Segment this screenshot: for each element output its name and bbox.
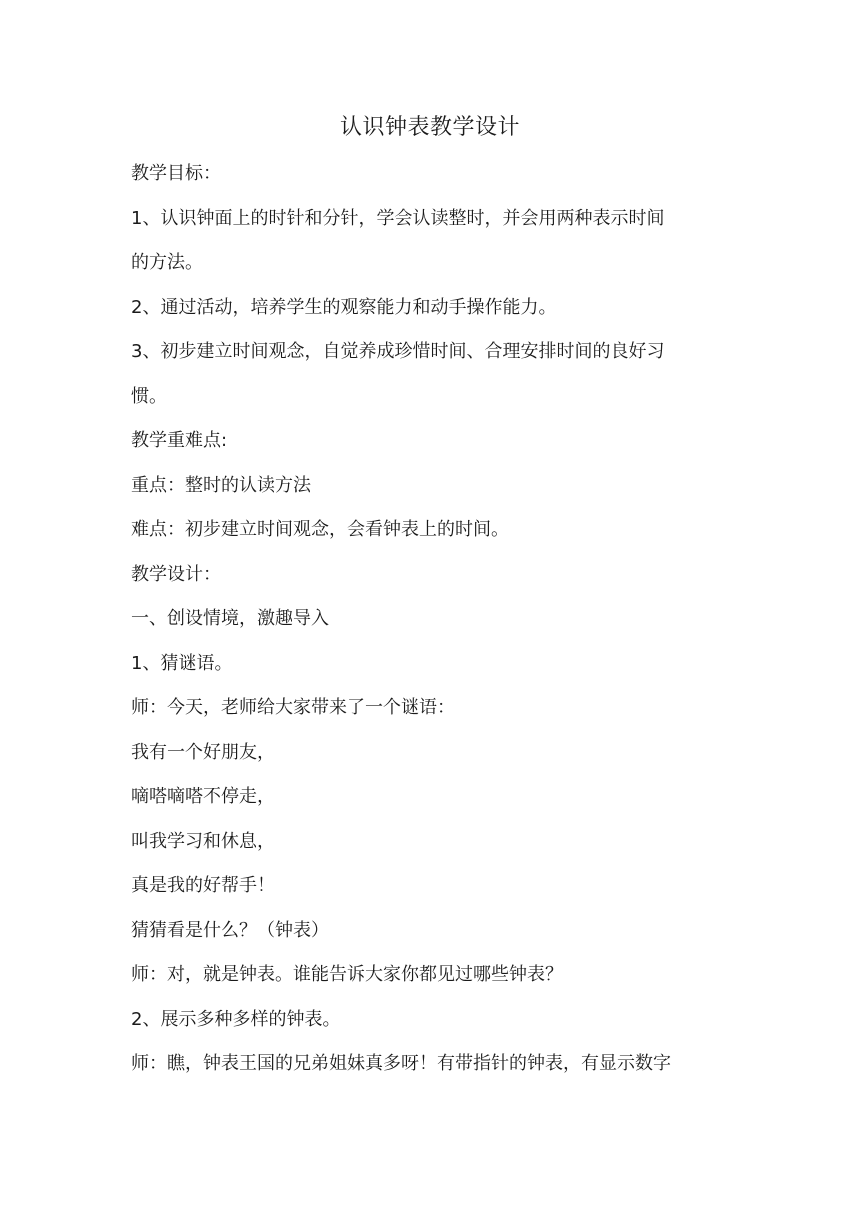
text-line: 教学目标：: [131, 163, 221, 184]
text-line: 的方法。: [131, 252, 203, 273]
text-line: 2、通过活动，培养学生的观察能力和动手操作能力。: [131, 296, 557, 318]
document-title: 认识钟表教学设计: [339, 115, 520, 140]
text-line: 叫我学习和休息，: [131, 830, 275, 852]
text-line: 教学设计：: [131, 563, 221, 585]
text-line: 真是我的好帮手！: [131, 875, 275, 896]
text-line: 师：对，就是钟表。谁能告诉大家你都见过哪些钟表？: [131, 964, 563, 985]
text-line: 猜猜看是什么？（钟表）: [131, 919, 329, 941]
text-line: 2、展示多种多样的钟表。: [131, 1008, 341, 1030]
text-line: 一、创设情境，激趣导入: [131, 608, 329, 629]
text-line: 3、初步建立时间观念，自觉养成珍惜时间、合理安排时间的良好习: [131, 341, 665, 362]
text-line: 1、认识钟面上的时针和分针，学会认读整时，并会用两种表示时间: [131, 207, 665, 229]
text-line: 难点：初步建立时间观念，会看钟表上的时间。: [131, 519, 509, 540]
text-line: 1、猜谜语。: [131, 652, 233, 674]
text-line: 师：今天，老师给大家带来了一个谜语：: [131, 697, 455, 718]
document-body: [131, 158, 741, 1093]
text-line: 教学重难点:: [131, 430, 228, 451]
text-line: 我有一个好朋友，: [131, 741, 275, 763]
text-line: 师：瞧，钟表王国的兄弟姐妹真多呀！有带指针的钟表，有显示数字: [131, 1053, 671, 1074]
text-line: 重点：整时的认读方法: [131, 474, 311, 496]
text-line: 惯。: [131, 385, 167, 407]
text-line: 嘀嗒嘀嗒不停走，: [131, 786, 275, 807]
